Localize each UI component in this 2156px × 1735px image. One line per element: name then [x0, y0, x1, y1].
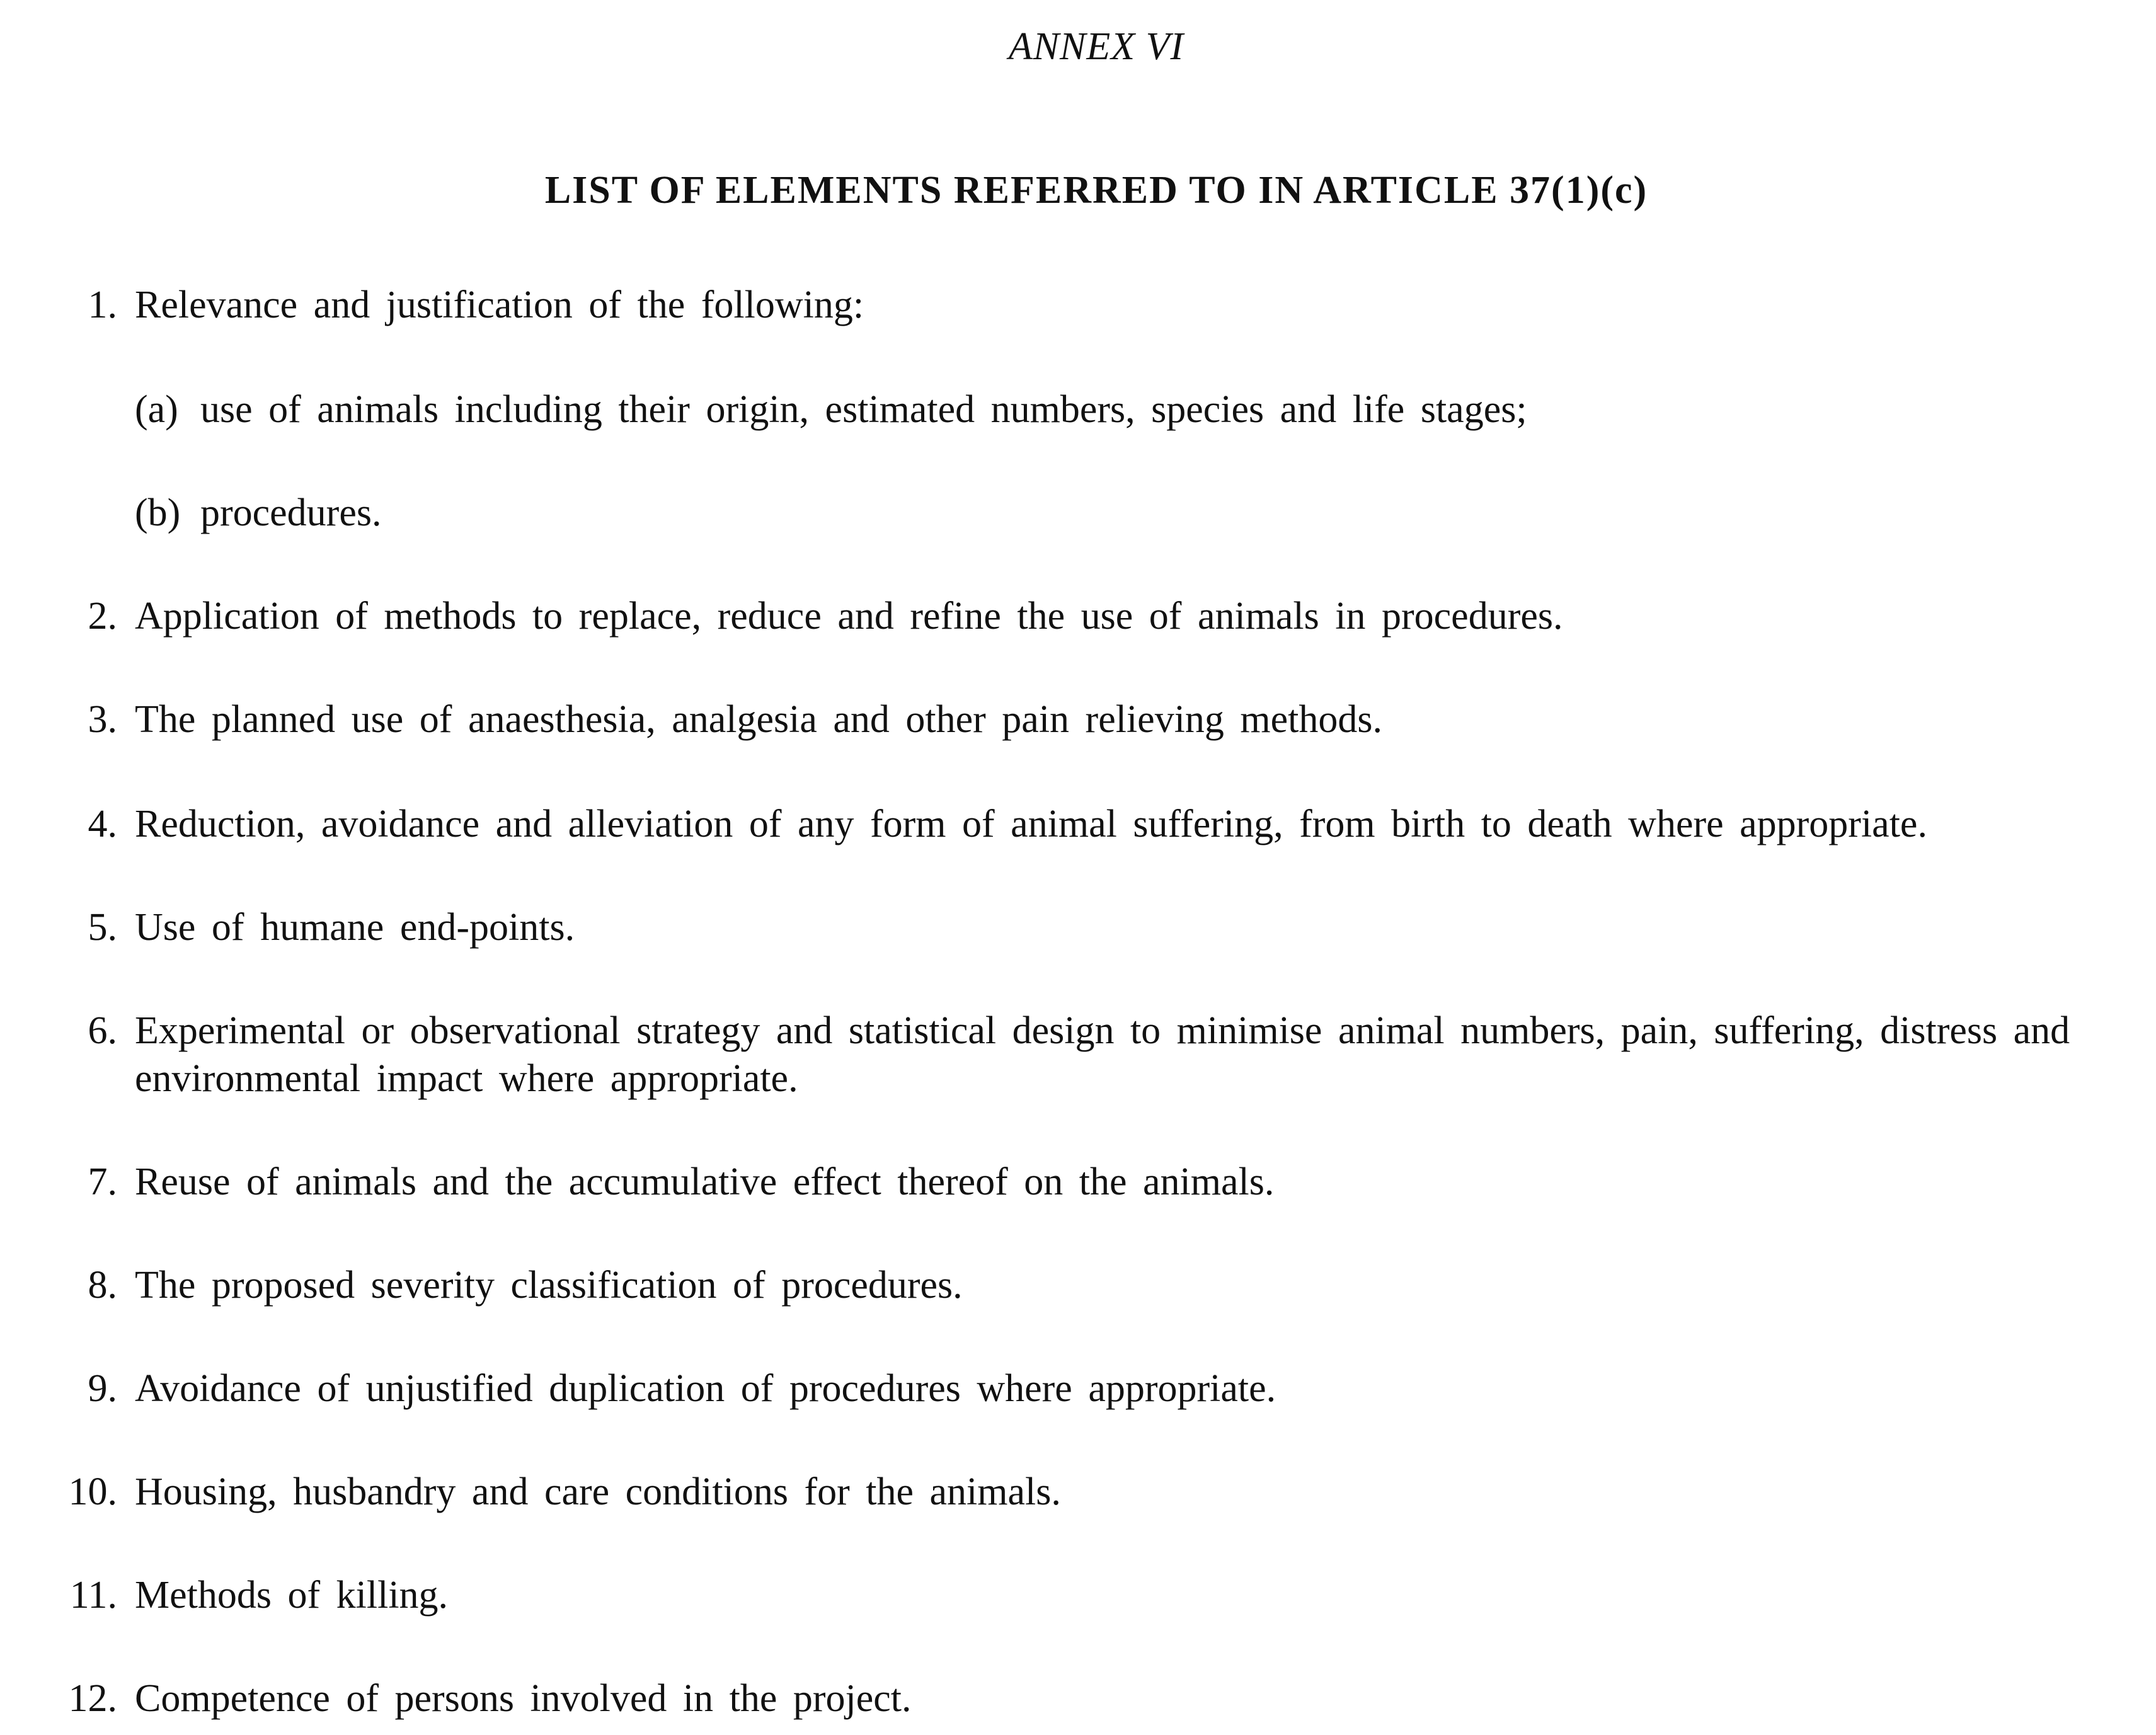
- item-number: 5.: [88, 906, 117, 949]
- item-text: Methods of killing.: [135, 1574, 449, 1617]
- sub-item-label: (b): [135, 491, 181, 534]
- item-text-line-1: Experimental or observational strategy and statistical design to minimise animal numbers, pain, suffering, distress and: [135, 1009, 2070, 1052]
- item-number: 3.: [88, 698, 117, 741]
- item-number: 12.: [68, 1677, 117, 1720]
- sub-item-text: procedures.: [200, 491, 382, 534]
- item-number: 11.: [69, 1574, 117, 1617]
- list-heading: LIST OF ELEMENTS REFERRED TO IN ARTICLE 37(1)(c): [544, 169, 1648, 212]
- item-number: 10.: [68, 1470, 117, 1513]
- sub-item-label: (a): [135, 388, 178, 431]
- item-number: 1.: [88, 283, 117, 326]
- item-number: 2.: [88, 595, 117, 638]
- item-text: Use of humane end-points.: [135, 906, 575, 949]
- item-number: 6.: [88, 1009, 117, 1052]
- item-text: Relevance and justification of the following:: [135, 283, 864, 326]
- item-text: Reduction, avoidance and alleviation of any form of animal suffering, from birth to death where appropriate.: [135, 803, 1927, 845]
- item-text: Application of methods to replace, reduce and refine the use of animals in procedures.: [135, 595, 1563, 638]
- item-number: 9.: [88, 1367, 117, 1410]
- item-number: 7.: [88, 1160, 117, 1203]
- item-text: Avoidance of unjustified duplication of procedures where appropriate.: [135, 1367, 1276, 1410]
- sub-item-text: use of animals including their origin, estimated numbers, species and life stages;: [200, 388, 1527, 431]
- item-text: Competence of persons involved in the project.: [135, 1677, 912, 1720]
- item-number: 4.: [88, 803, 117, 845]
- item-text-line-2: environmental impact where appropriate.: [135, 1057, 798, 1100]
- item-text: Reuse of animals and the accumulative effect thereof on the animals.: [135, 1160, 1275, 1203]
- item-number: 8.: [88, 1264, 117, 1307]
- annex-title: ANNEX VI: [1008, 25, 1184, 68]
- item-text: Housing, husbandry and care conditions for the animals.: [135, 1470, 1061, 1513]
- item-text: The proposed severity classification of procedures.: [135, 1264, 963, 1307]
- item-text: The planned use of anaesthesia, analgesia and other pain relieving methods.: [135, 698, 1383, 741]
